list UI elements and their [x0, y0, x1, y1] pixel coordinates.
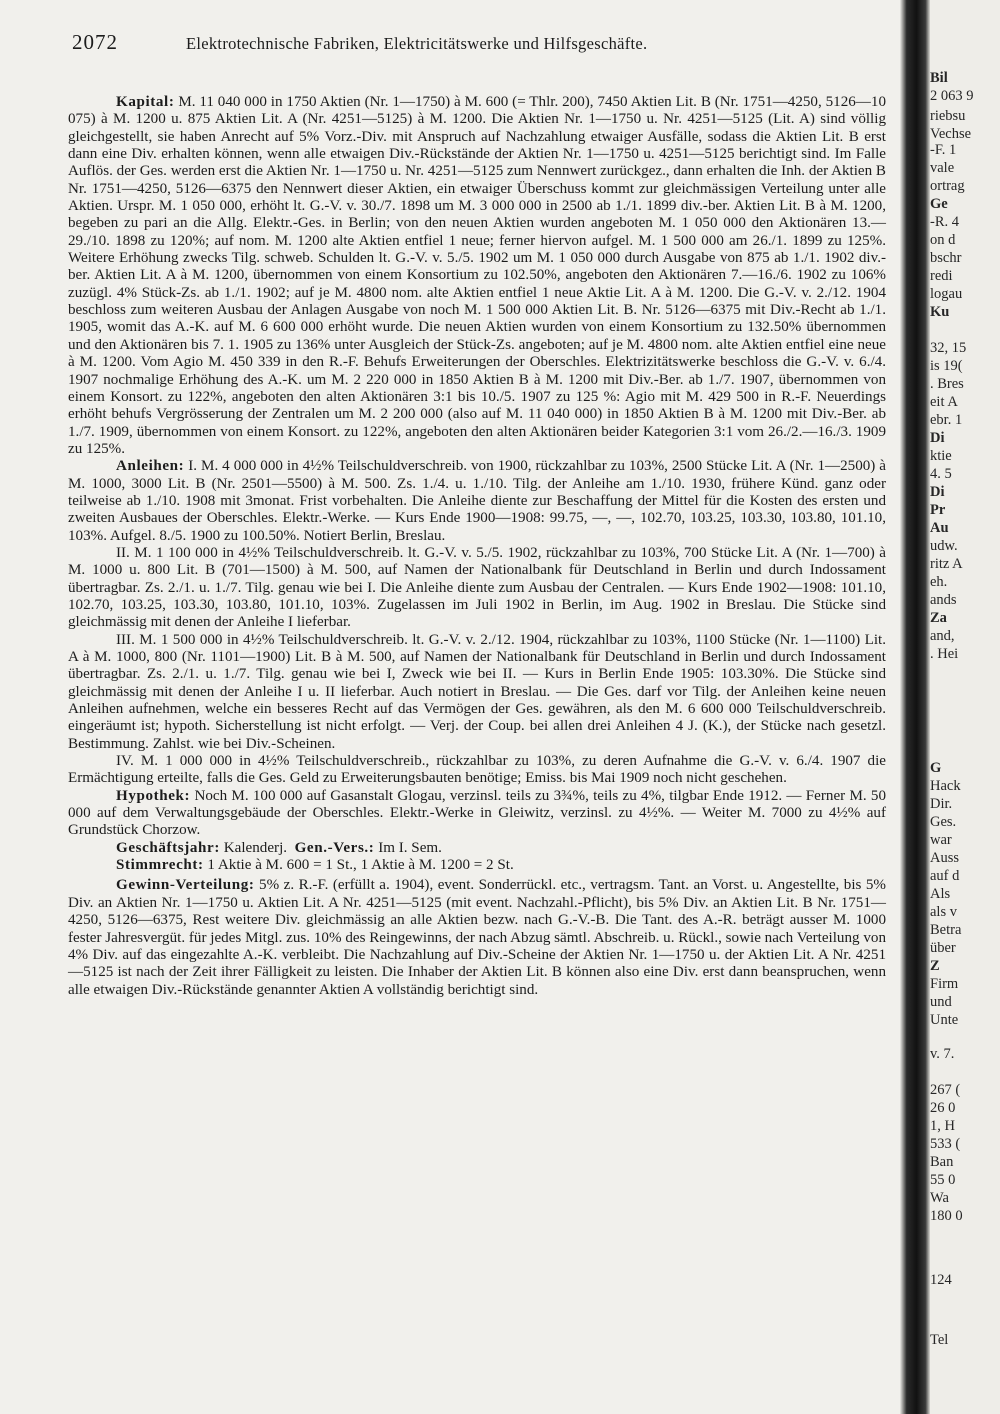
neighbor-text-fragment: bschr: [930, 250, 962, 266]
neighbor-text-fragment: Ku: [930, 304, 950, 320]
neighbor-text-fragment: Unte: [930, 1012, 959, 1028]
neighbor-text-fragment: Vechse: [930, 126, 972, 142]
neighbor-text-fragment: 1, H: [930, 1118, 955, 1134]
neighbor-text-fragment: redi: [930, 268, 953, 284]
neighbor-text-fragment: -F. 1: [930, 142, 957, 158]
neighbor-text-fragment: Au: [930, 520, 949, 536]
neighbor-text-fragment: Ban: [930, 1154, 954, 1170]
gewinn-verteilung-paragraph: [68, 877, 886, 998]
neighbor-text-fragment: über: [930, 940, 956, 956]
hypothek-paragraph: [68, 788, 886, 840]
geschaeftsjahr-text: Kalenderj.: [219, 839, 288, 856]
stimmrecht-label: Stimmrecht:: [116, 857, 204, 874]
neighbor-text-fragment: and,: [930, 628, 955, 644]
neighbor-text-fragment: vale: [930, 160, 955, 176]
anleihen-paragraph: [68, 458, 886, 545]
neighbor-text-fragment: Als: [930, 886, 951, 902]
neighbor-text-fragment: Di: [930, 430, 945, 446]
main-column: [68, 28, 886, 999]
neighbor-text-fragment: logau: [930, 286, 963, 302]
neighbor-text-fragment: -R. 4: [930, 214, 959, 230]
anleihe-iv-text: IV. M. 1 000 000 in 4½% Teilschuldverschreib., rückzahlbar zu 103%, zu deren Aufnahme die G.-V. v. 6./4. 1907 die Ermächtigung erteilte, falls die Ges. Geld zu Erweiterungsbauten benötige; Emiss. bis Mai 1909 noch nicht geschehen.: [68, 753, 886, 787]
neighbor-text-fragment: . Bres: [930, 376, 964, 392]
neighbor-text-fragment: Ges.: [930, 814, 957, 830]
anleihe-iii-text: III. M. 1 500 000 in 4½% Teilschuldverschreib. lt. G.-V. v. 2./12. 1904, rückzahlbar zu 103%, 1100 Stücke (Nr. 1—1100) Lit. A à M. 1000, 800 (Nr. 1101—1900) Lit. B à M. 500, auf Namen der Nationalbank für Deutschland in Berlin und durch Indossament übertragbar. Zs. 2./1. u. 1./7. Tilg. genau wie bei I, Zweck wie bei II. — Kurs in Berlin Ende 1905: 103.30%. Die Stücke sind gleichmässig mit denen der Anleihe I u. II lieferbar. Auch notiert in Breslau. — Die Ges. darf vor Tilg. der Anleihen keine neuen Anleihen aufnehmen, welche ein besseres Recht auf das Vermögen der Ges. gewähren, als den M. 6 600 000 Teilschuldverschreib. eingeräumt ist; hypoth. Sicherstellung ist nicht erfolgt. — Verj. der Coup. bei allen drei Anleihen 4 J. (K.), der Stücke nach gesetzl. Bestimmung. Zahlst. wie bei Div.-Scheinen.: [68, 631, 886, 752]
neighbor-text-fragment: v. 7.: [930, 1046, 955, 1062]
neighbor-text-fragment: ritz A: [930, 556, 963, 572]
neighbor-text-fragment: 180 0: [930, 1208, 963, 1224]
neighbor-text-fragment: ebr. 1: [930, 412, 963, 428]
geschaeftsjahr-label: Geschäftsjahr:: [116, 839, 220, 856]
neighbor-text-fragment: Firm: [930, 976, 959, 992]
gewinn-verteilung-label: Gewinn-Verteilung:: [116, 877, 255, 894]
neighbor-text-fragment: Betra: [930, 922, 962, 938]
gen-vers-text: Im I. Sem.: [374, 839, 442, 856]
gewinn-verteilung-text: 5% z. R.-F. (erfüllt a. 1904), event. Sonderrückl. etc., vertragsm. Tant. an Vorst. u. Angestellte, bis 5% Div. an Aktien Nr. 1—1750 u. Aktien Lit. A Nr. 4251—5125 (mit event. Nachzahl.-Pflicht), bis 5% Div. an Aktien Lit. B Nr. 1751—4250, 5126—6375, Rest weitere Div. gleichmässig an alle Aktien bezw. nach G.-V.-B. Die Tant. des A.-R. beträgt ausser M. 1000 fester Jahresvergüt. für jedes Mitgl. zus. 10% des Reingewinns, der nach Abzug sämtl. Abschreib. u. Rückl., sowie nach Verteilung von 4% Div. auf das eingezahlte A.-K. verbleibt. Die Nachzahlung auf Div.-Scheine der Aktien Nr. 1—1750 u. der Aktien Lit. A Nr. 4251—5125 ist nach der Zeit ihrer Fälligkeit zu leisten. Die Inhaber der Aktien Lit. B können also eine Div. erst dann beanspruchen, wenn alle etwaigen Div.-Rückstände genannter Aktien A vollständig berichtigt sind.: [68, 877, 886, 998]
neighbor-text-fragment: Auss: [930, 850, 960, 866]
anleihe-ii-paragraph: [68, 545, 886, 632]
neighbor-text-fragment: Di: [930, 484, 945, 500]
neighbor-text-fragment: is 19(: [930, 358, 963, 374]
anleihen-label: Anleihen:: [116, 458, 185, 475]
neighbor-text-fragment: Hack: [930, 778, 961, 794]
neighbor-text-fragment: eit A: [930, 394, 958, 410]
neighbor-text-fragment: auf d: [930, 868, 960, 884]
hypothek-label: Hypothek:: [116, 787, 191, 804]
anleihe-iii-paragraph: [68, 632, 886, 753]
stimmrecht-paragraph: [68, 857, 886, 874]
neighbor-text-fragment: udw.: [930, 538, 958, 554]
kapital-label: Kapital:: [116, 94, 175, 110]
neighbor-text-fragment: Wa: [930, 1190, 949, 1206]
neighbor-text-fragment: Dir.: [930, 796, 953, 812]
stimmrecht-text: 1 Aktie à M. 600 = 1 St., 1 Aktie à M. 1200 = 2 St.: [203, 857, 514, 874]
neighbor-text-fragment: 267 (: [930, 1082, 961, 1098]
anleihe-ii-text: II. M. 1 100 000 in 4½% Teilschuldverschreib. lt. G.-V. v. 5./5. 1902, rückzahlbar zu 103%, 700 Stücke Lit. A (Nr. 1—700) à M. 1000 u. 800 Lit. B (701—1500) à M. 500, auf Namen der Nationalbank für Deutschland in Berlin und durch Indossament übertragbar. Zs. 2./1. u. 1./7. Tilg. genau wie bei I. Die Anleihe diente zum Ausbau der Centralen. — Kurs Ende 1902—1908: 101.10, 102.70, 103.25, 103.30, 103.80, 101.10, 103%. Zugelassen im Juli 1902 in Berlin, im Aug. 1902 in Breslau. Die Stücke sind gleichmässig mit denen der Anleihe I lieferbar.: [68, 544, 886, 631]
neighbor-text-fragment: 2 063 9: [930, 88, 974, 104]
neighbor-text-fragment: ortrag: [930, 178, 965, 194]
geschaeftsjahr-paragraph: [68, 840, 886, 857]
neighbor-text-fragment: Za: [930, 610, 947, 626]
neighbor-text-fragment: 55 0: [930, 1172, 956, 1188]
kapital-text: M. 11 040 000 in 1750 Aktien (Nr. 1—1750) à M. 600 (= Thlr. 200), 7450 Aktien Lit. B (Nr. 1751—4250, 5126—10 075) à M. 1200 u. 875 Aktien Lit. A (Nr. 4251—5125) à M. 1200. Die Aktien Nr. 1—1750 u. Nr. 4251—5125 (Lit. A) sind völlig gleichgestellt, sie haben Anrecht auf 5% Vorz.-Div. mit Anspruch auf Nachzahlung etwaiger Ausfälle, sodass die Aktien Lit. B erst dann eine Div. erhalten können, wenn alle etwaigen Div.-Rückstände der Aktien Nr. 1—1750 u. 4251—5125 berichtigt sind. Im Falle Auflös. der Ges. werden erst die Aktien Nr. 1—1750 u. Nr. 4251—5125 zum Nennwert zurückgez., dann erhalten die Inh. der Aktien B Nr. 1751—4250, 5126—6375 den Nennwert dieser Aktien, ein etwaiger Überschuss kommt zur gleichmässigen Verteilung unter alle Aktien. Urspr. M. 1 050 000, erhöht lt. G.-V. v. 30./7. 1898 um M. 3 000 000 in 2500 ab 1./1. 1899 div.-ber. Aktien Lit. B à M. 1200, begeben zu pari an die Allg. Elektr.-Ges. in Berlin; von den neuen Aktien wurden angeboten M. 1 050 000 den Aktionären 13.—29./10. 1898 zu 120%; auf nom. M. 1200 alte Aktien entfiel 1 neue; ferner hiervon aufgel. M. 1 500 000 am 26./1. 1899 zu 125%. Weitere Erhöhung zwecks Tilg. schweb. Schulden lt. G.-V. v. 5./5. 1902 um M. 1 050 000 durch Ausgabe von 875 ab 1./1. 1902 div.-ber. Aktien Lit. A à M. 1200, übernommen von einem Konsortium zu 102.50%, angeboten den Aktionären 7.—16./6. 1902 zu 106% zuzügl. 4% Stück-Zs. ab 1./1. 1902; auf je M. 4800 nom. alte Aktien entfiel 1 neue Aktie Lit. A à M. 1200. Die G.-V. v. 2./12. 1904 beschloss zum weiteren Ausbau der Anlagen Ausgabe von noch M. 1 500 000 Aktien Lit. B. Nr. 5126—6375 mit Div.-Recht ab 1./1. 1905, womit das A.-K. auf M. 6 600 000 erhöht wurde. Die neuen Aktien wurden von einem Konsortium zu 132.50% übernommen und den Aktionären bis 7. 1. 1905 zu 136% unter Ausgleich der Stück-Zs. angeboten; auf je M. 4800 nom. alte Aktien entfiel eine neue à M. 1200. Vom Agio M. 450 339 in den R.-F. Behufs Erweiterungen der Oberschles. Elektrizitätswerke beschloss die G.-V. v. 6./4. 1907 nochmalige Erhöhung des A.-K. um M. 2 220 000 in 1850 Aktien B à M. 1200 mit Div.-Ber. ab 1./7. 1907, übernommen von einem Konsort. zu 122%, angeboten den alten Aktionären 3:1 bis 10./5. 1907 zu 125 %: Agio mit M. 429 500 in R.-F. Neuerdings erhöht behufs Vergrösserung der Zentralen um M. 2 200 000 (also auf M. 11 040 000) in 1850 Aktien B à M. 1200 mit Div.-Ber. ab 1./7. 1909, übernommen von einem Konsort. zu 122%, angeboten den alten Aktionären beider Kategorien 3:1 vom 26./2.—16./3. 1909 zu 125%.: [68, 94, 886, 457]
neighbor-text-fragment: Z: [930, 958, 940, 974]
page-header: [68, 28, 886, 58]
neighbor-text-fragment: 4. 5: [930, 466, 952, 482]
neighbor-text-fragment: G: [930, 760, 942, 776]
anleihe-iv-paragraph: [68, 753, 886, 788]
neighbor-text-fragment: ktie: [930, 448, 952, 464]
neighbor-text-fragment: Pr: [930, 502, 946, 518]
kapital-paragraph: [68, 94, 886, 458]
neighbor-text-fragment: 32, 15: [930, 340, 967, 356]
neighbor-text-fragment: riebsu: [930, 108, 966, 124]
neighbor-page-fragment: [930, 0, 1000, 1414]
neighbor-text-fragment: . Hei: [930, 646, 959, 662]
running-title: Elektrotechnische Fabriken, Elektricitätswerke und Hilfsgeschäfte.: [186, 34, 648, 53]
neighbor-text-fragment: Ge: [930, 196, 948, 212]
anleihen-text: I. M. 4 000 000 in 4½% Teilschuldverschreib. von 1900, rückzahlbar zu 103%, 2500 Stücke Lit. A (Nr. 1—2500) à M. 1000, 3000 Lit. B (Nr. 2501—5500) à M. 500. Zs. 1./4. u. 1./10. Tilg. der Anleihe am 1./10. 1930, frühere Künd. ganz oder teilweise ab 1./10. 1908 mit 3monat. Frist vorbehalten. Die Anleihe diente zur Beschaffung der Mittel für die Kosten des ersten und zweiten Ausbaues der Oberschles. Elektr.-Werke. — Kurs Ende 1900—1908: 99.75, —, —, 102.70, 103.25, 103.30, 103.80, 101.10, 103%. Aufgel. 8./5. 1900 zu 100.50%. Notiert Berlin, Breslau.: [68, 458, 886, 544]
neighbor-text-fragment: 124: [930, 1272, 952, 1288]
neighbor-text-fragment: 533 (: [930, 1136, 961, 1152]
neighbor-text-fragment: Bil: [930, 70, 948, 86]
hypothek-text: Noch M. 100 000 auf Gasanstalt Glogau, verzinsl. teils zu 3¾%, teils zu 4%, tilgbar Ende 1912. — Ferner M. 50 000 auf dem Verwaltungsgebäude der Oberschles. Elektr.-Werke in Gleiwitz, verzinsl. zu 4½%. — Weiter M. 7000 zu 4½% auf Grundstück Chorzow.: [68, 787, 886, 839]
neighbor-text-fragment: 26 0: [930, 1100, 956, 1116]
neighbor-text-fragment: und: [930, 994, 952, 1010]
neighbor-text-fragment: war: [930, 832, 952, 848]
page-number: 2072: [72, 30, 118, 54]
gen-vers-label: Gen.-Vers.:: [294, 839, 375, 856]
neighbor-text-fragment: ands: [930, 592, 957, 608]
neighbor-text-fragment: Tel: [930, 1332, 949, 1348]
neighbor-text-fragment: eh.: [930, 574, 948, 590]
page-gutter: [900, 0, 930, 1414]
neighbor-text-fragment: als v: [930, 904, 957, 920]
neighbor-text-fragment: on d: [930, 232, 956, 248]
